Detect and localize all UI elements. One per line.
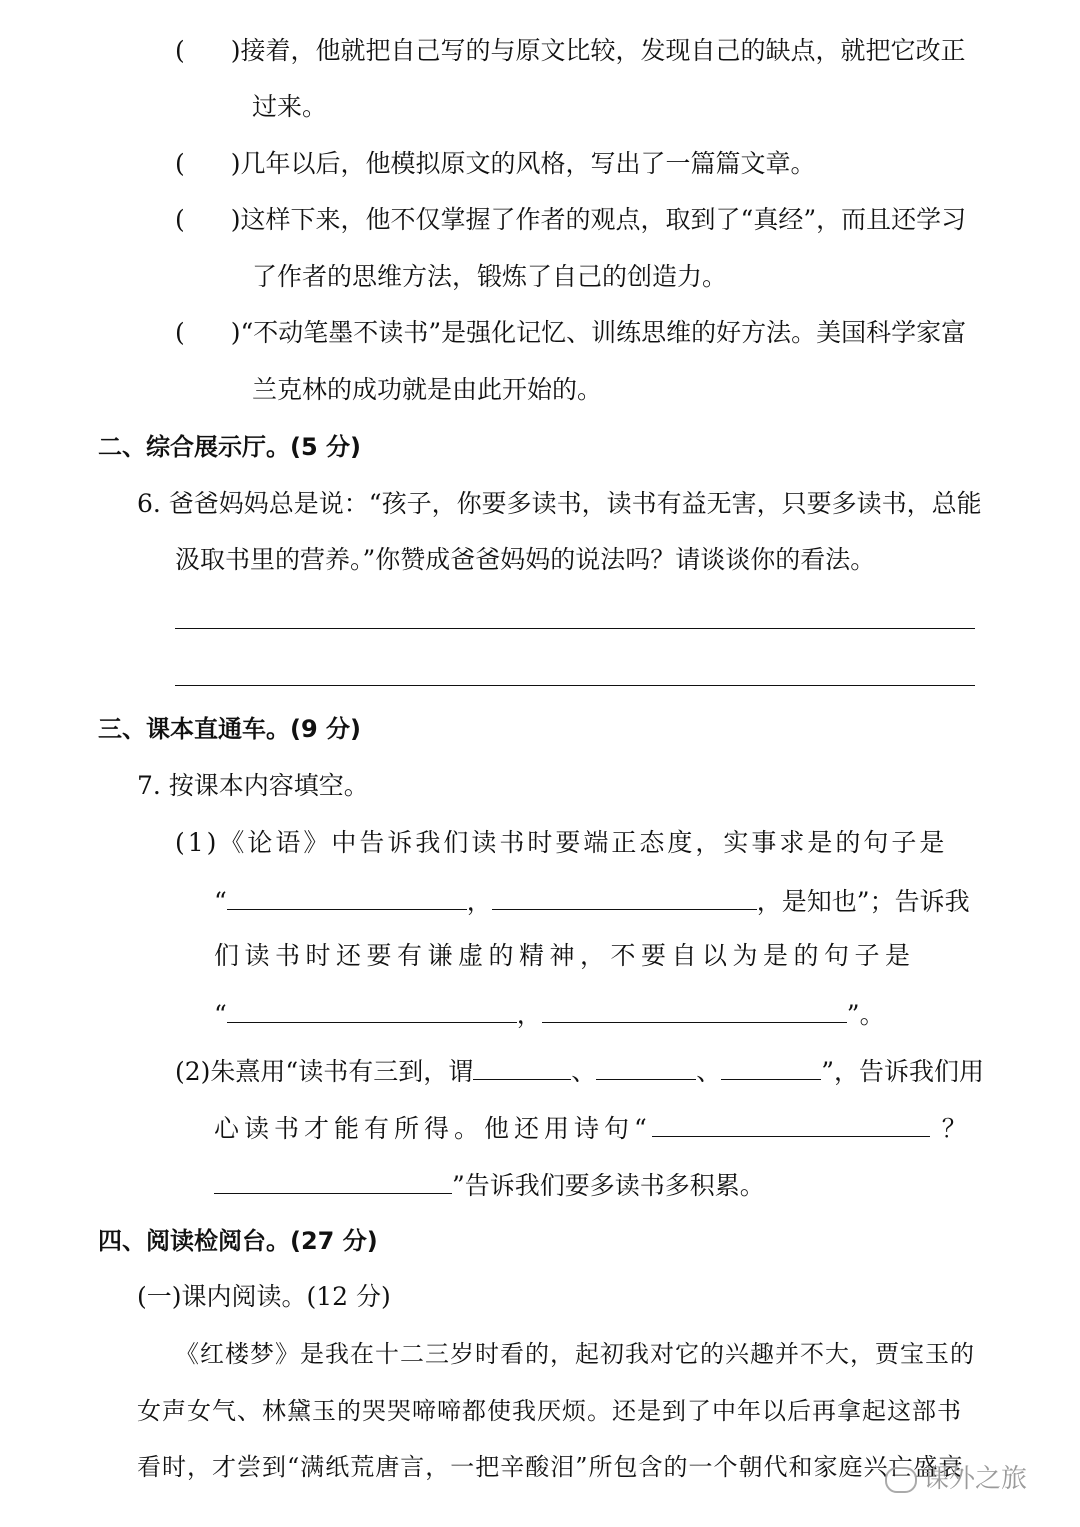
subsection-1-title: (一)课内阅读。(12 分) [137,1282,391,1311]
section-2-title: 二、综合展示厅。(5 分) [98,433,361,461]
fill-blank[interactable] [473,1053,571,1080]
q5-item-4: ( )“不动笔墨不读书”是强化记忆、训练思维的好方法。美国科学家富 [175,318,967,347]
fill-blank[interactable] [721,1053,821,1080]
answer-paren-open[interactable]: ( [175,149,185,178]
fill-blank[interactable] [542,996,847,1023]
fill-blank[interactable] [214,1167,452,1194]
q7-part1-line2: “ ， ，是知也”；告诉我 [214,883,970,919]
passage-line-3: 看时，才尝到“满纸荒唐言，一把辛酸泪”所包含的一个朝代和家庭兴亡盛衰 [137,1453,964,1481]
watermark: 课外之旅 [885,1458,1027,1495]
chat-bubble-icon [885,1467,917,1493]
q7-part1-line3: 们读书时还要有谦虚的精神，不要自以为是的句子是 [214,941,916,970]
answer-paren-open[interactable]: ( [175,318,185,347]
q7-part1-line1: (1)《论语》中告诉我们读书时要端正态度，实事求是的句子是 [175,828,948,857]
q5-item-3: ( )这样下来，他不仅掌握了作者的观点，取到了“真经”，而且还学习 [175,205,967,234]
answer-paren-open[interactable]: ( [175,36,185,65]
fill-blank[interactable] [492,883,757,910]
fill-blank[interactable] [652,1110,930,1137]
q7-part2-line1: (2)朱熹用“读书有三到，谓 、 、 ”，告诉我们用 [175,1053,984,1089]
section-3-title: 三、课本直通车。(9 分) [98,715,361,743]
passage-line-2: 女声女气、林黛玉的哭哭啼啼都使我厌烦。还是到了中年以后再拿起这部书 [137,1397,962,1425]
fill-blank[interactable] [596,1053,696,1080]
answer-line-1[interactable] [175,628,975,629]
q5-item-1: ( )接着，他就把自己写的与原文比较，发现自己的缺点，就把它改正 [175,36,966,65]
q5-item-1-cont: 过来。 [252,92,328,121]
answer-line-2[interactable] [175,685,975,686]
fill-blank[interactable] [227,883,467,910]
q7-title: 7. 按课本内容填空。 [137,771,369,800]
fill-blank[interactable] [227,996,517,1023]
passage-line-1: 《红楼梦》是我在十二三岁时看的，起初我对它的兴趣并不大，贾宝玉的 [175,1340,975,1368]
q5-item-3-cont: 了作者的思维方法，锻炼了自己的创造力。 [252,262,728,291]
q5-item-2: ( )几年以后，他模拟原文的风格，写出了一篇篇文章。 [175,149,816,178]
q7-part2-line3: ”告诉我们要多读书多积累。 [214,1167,765,1203]
q6-line-2: 汲取书里的营养。”你赞成爸爸妈妈的说法吗？请谈谈你的看法。 [175,545,876,574]
section-4-title: 四、阅读检阅台。(27 分) [98,1227,378,1255]
q7-part1-line4: “ ， ”。 [214,996,885,1032]
q5-item-4-cont: 兰克林的成功就是由此开始的。 [252,375,603,404]
q7-part2-line2: 心读书才能有所得。他还用诗句“ ？ [214,1110,967,1146]
answer-paren-open[interactable]: ( [175,205,185,234]
q6-line-1: 6. 爸爸妈妈总是说：“孩子，你要多读书，读书有益无害，只要多读书，总能 [137,489,982,518]
